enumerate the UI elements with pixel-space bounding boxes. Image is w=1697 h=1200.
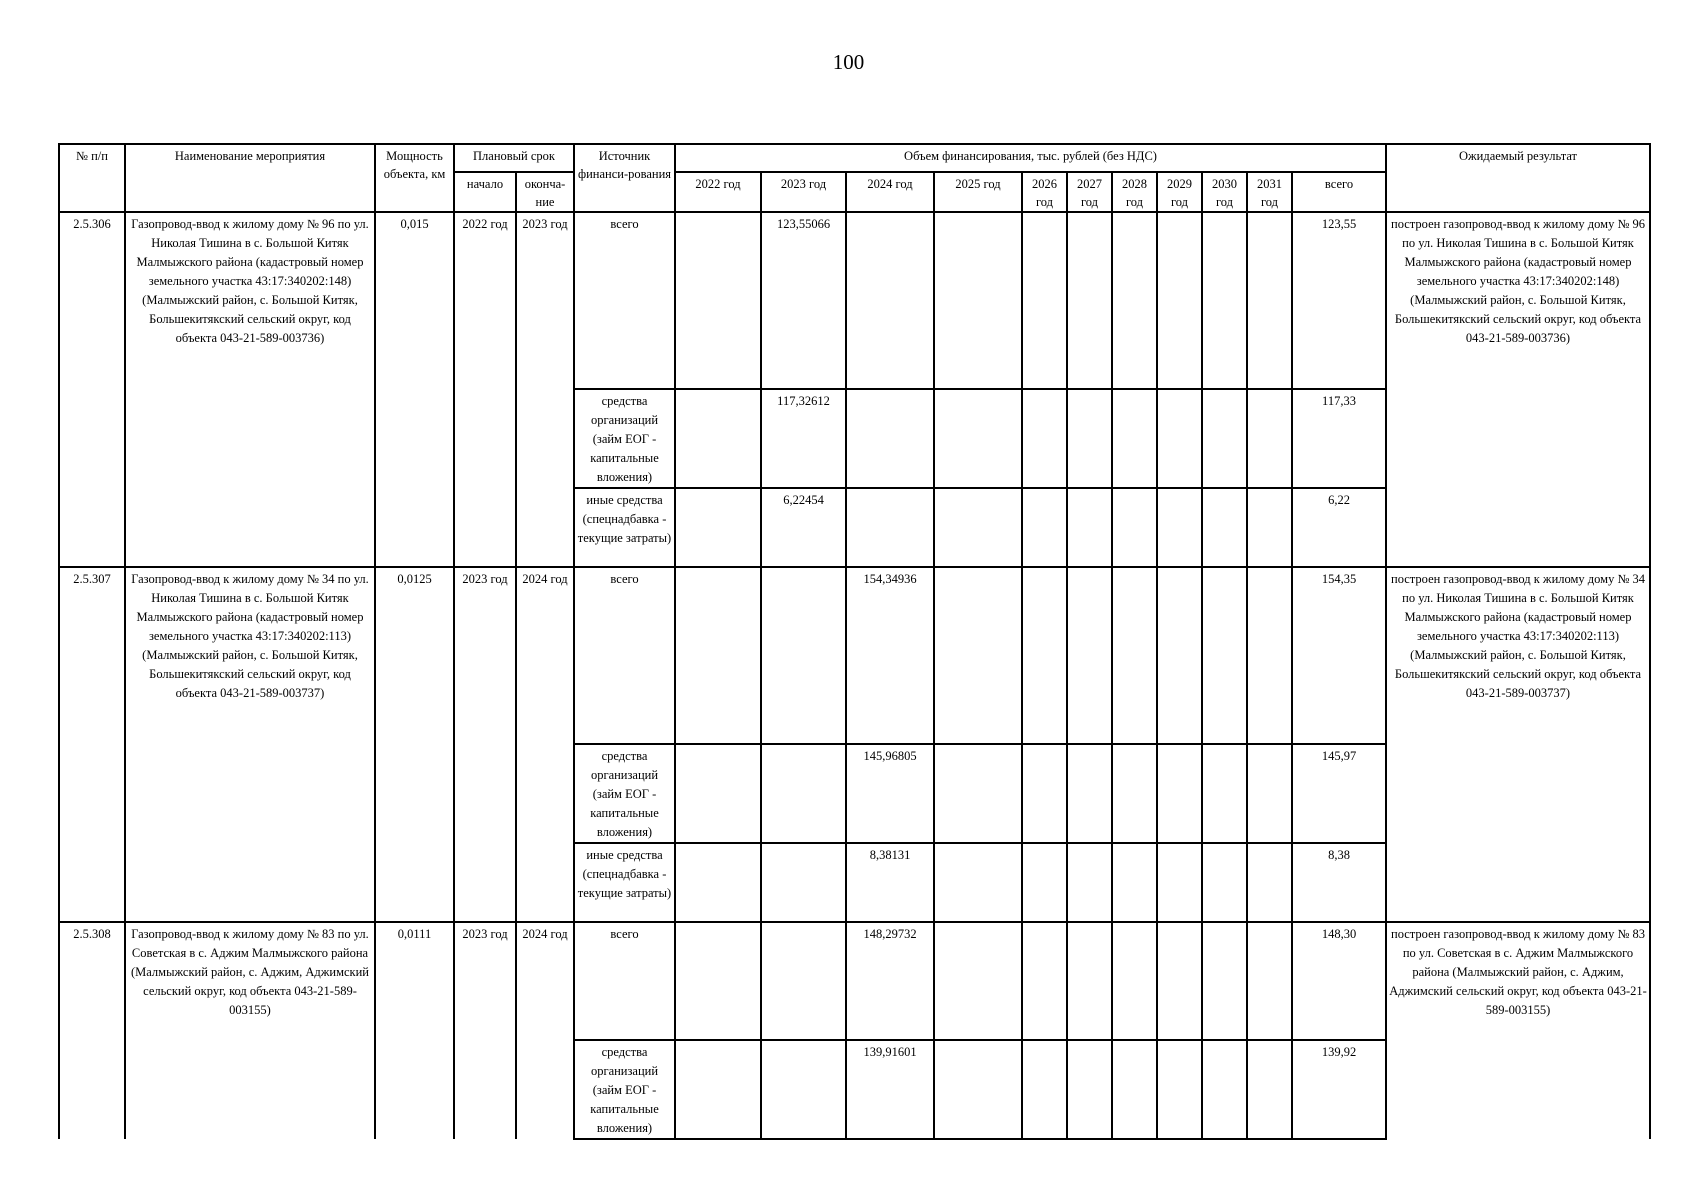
- cell-2024: 8,38131: [846, 843, 934, 922]
- cell-2023: 123,55066: [761, 212, 846, 389]
- cell-2028: [1112, 1040, 1157, 1139]
- row-capacity: 0,0111: [375, 922, 454, 1139]
- cell-total: 145,97: [1292, 744, 1386, 843]
- cell-2023: 6,22454: [761, 488, 846, 567]
- cell-total: 123,55: [1292, 212, 1386, 389]
- cell-2028: [1112, 389, 1157, 488]
- row-source: всего: [574, 922, 675, 1040]
- row-result: построен газопровод-ввод к жилому дому № 96 по ул. Николая Тишина в с. Большой Китяк Малмыжского района (кадастровый номер земельного участка 43:17:340202:148) (Малмыжский район, с. Большой Китяк, Большекитякский сельский округ, код объекта 043-21-589-003736): [1386, 212, 1650, 567]
- cell-2027: [1067, 212, 1112, 389]
- row-source: всего: [574, 212, 675, 389]
- cell-2031: [1247, 212, 1292, 389]
- cell-2029: [1157, 922, 1202, 1040]
- cell-2030: [1202, 843, 1247, 922]
- header-name: Наименование мероприятия: [125, 144, 375, 212]
- header-num: № п/п: [59, 144, 125, 212]
- cell-2023: 117,32612: [761, 389, 846, 488]
- cell-2023: [761, 1040, 846, 1139]
- cell-2025: [934, 922, 1022, 1040]
- cell-2024: [846, 389, 934, 488]
- cell-2022: [675, 843, 761, 922]
- cell-2026: [1022, 389, 1067, 488]
- cell-2028: [1112, 567, 1157, 744]
- row-result: построен газопровод-ввод к жилому дому № 34 по ул. Николая Тишина в с. Большой Китяк Малмыжского района (кадастровый номер земельного участка 43:17:340202:113) (Малмыжский район, с. Большой Китяк, Большекитякский сельский округ, код объекта 043-21-589-003737): [1386, 567, 1650, 922]
- row-num: 2.5.308: [59, 922, 125, 1139]
- header-end: оконча-ние: [516, 172, 574, 212]
- header-year: 2030 год: [1202, 172, 1247, 212]
- cell-2031: [1247, 567, 1292, 744]
- cell-2022: [675, 1040, 761, 1139]
- cell-total: 139,92: [1292, 1040, 1386, 1139]
- cell-2025: [934, 744, 1022, 843]
- cell-2029: [1157, 744, 1202, 843]
- cell-2031: [1247, 843, 1292, 922]
- row-source: иные средства (спецнадбавка - текущие затраты): [574, 843, 675, 922]
- cell-2024: 139,91601: [846, 1040, 934, 1139]
- header-year: 2025 год: [934, 172, 1022, 212]
- cell-2024: 154,34936: [846, 567, 934, 744]
- cell-2027: [1067, 1040, 1112, 1139]
- cell-2025: [934, 1040, 1022, 1139]
- header-year: 2023 год: [761, 172, 846, 212]
- cell-2028: [1112, 843, 1157, 922]
- cell-2024: [846, 488, 934, 567]
- cell-2031: [1247, 389, 1292, 488]
- cell-2024: 148,29732: [846, 922, 934, 1040]
- cell-total: 154,35: [1292, 567, 1386, 744]
- row-start: 2023 год: [454, 567, 516, 922]
- cell-2030: [1202, 922, 1247, 1040]
- cell-2025: [934, 843, 1022, 922]
- row-end: 2023 год: [516, 212, 574, 567]
- cell-2022: [675, 389, 761, 488]
- cell-2024: 145,96805: [846, 744, 934, 843]
- row-capacity: 0,0125: [375, 567, 454, 922]
- header-result: Ожидаемый результат: [1386, 144, 1650, 212]
- row-source: всего: [574, 567, 675, 744]
- header-year: 2026 год: [1022, 172, 1067, 212]
- cell-2028: [1112, 488, 1157, 567]
- row-start: 2022 год: [454, 212, 516, 567]
- header-year: 2024 год: [846, 172, 934, 212]
- cell-2026: [1022, 922, 1067, 1040]
- cell-2028: [1112, 922, 1157, 1040]
- cell-2026: [1022, 488, 1067, 567]
- table-row: [59, 922, 1650, 1040]
- cell-2026: [1022, 744, 1067, 843]
- cell-2027: [1067, 567, 1112, 744]
- cell-2022: [675, 488, 761, 567]
- cell-2028: [1112, 744, 1157, 843]
- header-year: 2031 год: [1247, 172, 1292, 212]
- header-start: начало: [454, 172, 516, 212]
- row-result: построен газопровод-ввод к жилому дому № 83 по ул. Советская в с. Аджим Малмыжского района (Малмыжский район, с. Аджим, Аджимский сельский округ, код объекта 043-21-589-003155): [1386, 922, 1650, 1139]
- cell-2030: [1202, 567, 1247, 744]
- page-number: 100: [832, 50, 865, 74]
- row-name: Газопровод-ввод к жилому дому № 96 по ул. Николая Тишина в с. Большой Китяк Малмыжского района (кадастровый номер земельного участка 43:17:340202:148) (Малмыжский район, с. Большой Китяк, Большекитякский сельский округ, код объекта 043-21-589-003736): [125, 212, 375, 567]
- cell-2022: [675, 212, 761, 389]
- cell-2026: [1022, 1040, 1067, 1139]
- cell-2030: [1202, 488, 1247, 567]
- cell-2029: [1157, 488, 1202, 567]
- cell-2031: [1247, 922, 1292, 1040]
- cell-2027: [1067, 744, 1112, 843]
- cell-2029: [1157, 389, 1202, 488]
- cell-2027: [1067, 488, 1112, 567]
- cell-2025: [934, 488, 1022, 567]
- cell-2025: [934, 212, 1022, 389]
- cell-2029: [1157, 567, 1202, 744]
- cell-2031: [1247, 488, 1292, 567]
- header-year: 2029 год: [1157, 172, 1202, 212]
- financing-table: [58, 143, 1651, 1140]
- cell-2023: [761, 567, 846, 744]
- row-end: 2024 год: [516, 567, 574, 922]
- cell-total: 148,30: [1292, 922, 1386, 1040]
- cell-total: 8,38: [1292, 843, 1386, 922]
- cell-2027: [1067, 389, 1112, 488]
- table-row: [59, 212, 1650, 389]
- cell-2026: [1022, 843, 1067, 922]
- header-year: 2028 год: [1112, 172, 1157, 212]
- cell-2030: [1202, 212, 1247, 389]
- cell-2022: [675, 567, 761, 744]
- cell-2024: [846, 212, 934, 389]
- row-capacity: 0,015: [375, 212, 454, 567]
- table-row: [59, 567, 1650, 744]
- header-volume: Объем финансирования, тыс. рублей (без НДС): [675, 144, 1386, 172]
- row-source: средства организаций (займ ЕОГ - капитальные вложения): [574, 1040, 675, 1139]
- row-start: 2023 год: [454, 922, 516, 1139]
- cell-2029: [1157, 212, 1202, 389]
- header-year: 2027 год: [1067, 172, 1112, 212]
- header-source: Источник финанси-рования: [574, 144, 675, 212]
- header-year: 2022 год: [675, 172, 761, 212]
- cell-2030: [1202, 389, 1247, 488]
- cell-2023: [761, 744, 846, 843]
- cell-2026: [1022, 567, 1067, 744]
- header-capacity: Мощность объекта, км: [375, 144, 454, 212]
- cell-total: 6,22: [1292, 488, 1386, 567]
- cell-2030: [1202, 1040, 1247, 1139]
- cell-2029: [1157, 1040, 1202, 1139]
- header-total: всего: [1292, 172, 1386, 212]
- row-num: 2.5.306: [59, 212, 125, 567]
- row-name: Газопровод-ввод к жилому дому № 34 по ул. Николая Тишина в с. Большой Китяк Малмыжского района (кадастровый номер земельного участка 43:17:340202:113) (Малмыжский район, с. Большой Китяк, Большекитякский сельский округ, код объекта 043-21-589-003737): [125, 567, 375, 922]
- cell-2022: [675, 744, 761, 843]
- cell-2031: [1247, 744, 1292, 843]
- cell-2027: [1067, 843, 1112, 922]
- row-num: 2.5.307: [59, 567, 125, 922]
- header-planned-term: Плановый срок: [454, 144, 574, 172]
- cell-2022: [675, 922, 761, 1040]
- row-source: средства организаций (займ ЕОГ - капитальные вложения): [574, 744, 675, 843]
- cell-total: 117,33: [1292, 389, 1386, 488]
- cell-2026: [1022, 212, 1067, 389]
- cell-2030: [1202, 744, 1247, 843]
- cell-2027: [1067, 922, 1112, 1040]
- cell-2031: [1247, 1040, 1292, 1139]
- row-end: 2024 год: [516, 922, 574, 1139]
- cell-2025: [934, 389, 1022, 488]
- row-source: средства организаций (займ ЕОГ - капитальные вложения): [574, 389, 675, 488]
- cell-2029: [1157, 843, 1202, 922]
- row-name: Газопровод-ввод к жилому дому № 83 по ул. Советская в с. Аджим Малмыжского района (Малмыжский район, с. Аджим, Аджимский сельский округ, код объекта 043-21-589-003155): [125, 922, 375, 1139]
- cell-2025: [934, 567, 1022, 744]
- row-source: иные средства (спецнадбавка - текущие затраты): [574, 488, 675, 567]
- cell-2023: [761, 843, 846, 922]
- cell-2023: [761, 922, 846, 1040]
- cell-2028: [1112, 212, 1157, 389]
